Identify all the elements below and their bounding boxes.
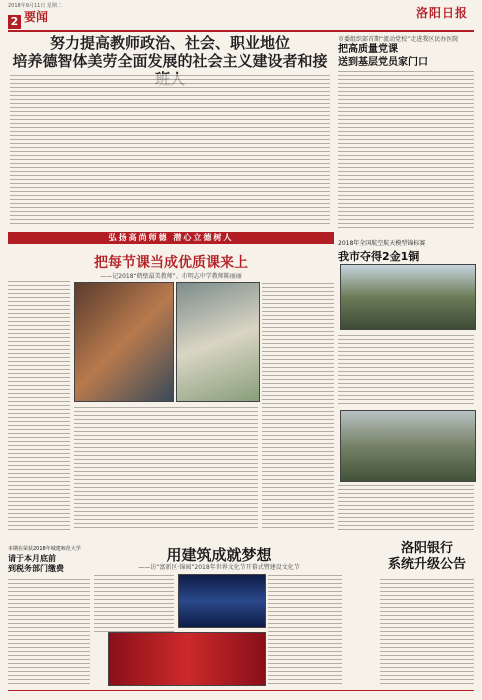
culture-festival-banner <box>108 632 266 686</box>
bank-notice-text <box>380 578 474 686</box>
architecture-headline[interactable]: 用建筑成就梦想 <box>166 546 272 564</box>
bank-notice-title[interactable] <box>380 541 474 573</box>
bank-name: 洛阳银行 <box>400 541 453 556</box>
lead-headline-line2: 培养德智体美劳全面发展的社会主义建设者和接 <box>12 52 328 70</box>
tax-notice-title[interactable] <box>8 544 90 574</box>
right-kicker: 市委组织部首期“流动党校”走进我区民办医院 <box>338 36 459 43</box>
sports-kicker: 2018年全国航空航天模型锦标赛 <box>338 240 426 247</box>
outdoor-group-photo <box>340 410 476 482</box>
right-title <box>338 43 474 69</box>
sports-body-text <box>338 334 474 404</box>
masthead-logo: 洛阳日报 <box>415 6 468 20</box>
feature-subtitle: ——记2018“鹤壁最美教师”、市明志中学教师陈丽丽 <box>100 273 242 280</box>
model-aircraft-photo <box>340 264 476 330</box>
header-rule <box>8 30 474 32</box>
right-body-text <box>338 70 474 230</box>
feature-left-text <box>8 280 70 530</box>
photo-caption-text <box>338 484 474 530</box>
bank-notice-heading: 系统升级公告 <box>387 557 466 572</box>
night-building-photo <box>178 574 266 628</box>
right-title-line1: 把高质量党课 <box>338 44 398 55</box>
footer-rule <box>8 690 474 691</box>
tax-notice-line2: 到税务部门缴费 <box>8 564 64 573</box>
lead-body-text <box>10 74 330 226</box>
tax-notice-kicker: 本期在荣获2018年城建师范大学 <box>8 546 81 552</box>
classroom-photo <box>176 282 260 402</box>
sports-headline[interactable]: 我市夺得2金1铜 <box>338 250 420 263</box>
tax-notice-text <box>8 578 90 686</box>
page-header <box>0 0 482 32</box>
right-title-line2: 送到基层党员家门口 <box>338 57 428 68</box>
section-number: 2 <box>8 15 21 29</box>
architecture-subtitle: ——访“富新区·锦园”2018年世界文化节开幕式暨建设文化节 <box>138 564 300 571</box>
tax-notice-line1: 请于本月底前 <box>8 554 56 563</box>
issue-date: 2018年9月11日 星期二 <box>8 3 62 9</box>
right-article-top[interactable] <box>338 34 474 69</box>
feature-right-text <box>262 282 334 530</box>
architecture-right-text <box>268 574 342 686</box>
feature-center-text <box>74 406 258 530</box>
feature-banner: 弘扬高尚师德 潜心立德树人 <box>8 232 334 244</box>
teacher-photo <box>74 282 174 402</box>
section-label <box>8 10 78 26</box>
section-name: 要闻 <box>24 10 49 24</box>
feature-title[interactable]: 把每节课当成优质课来上 <box>94 255 248 271</box>
architecture-left-text <box>94 574 174 634</box>
lead-headline-line1: 努力提高教师政治、社会、职业地位 <box>49 34 290 52</box>
